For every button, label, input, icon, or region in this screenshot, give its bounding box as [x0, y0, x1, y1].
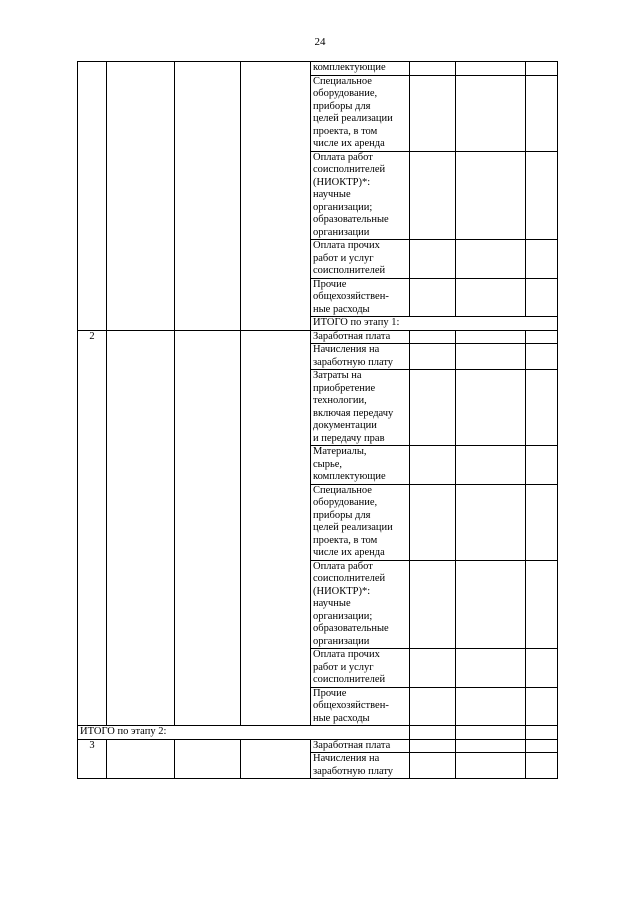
expense-item: Специальное оборудование, приборы для целей реализации проекта, в том числе их аренда	[311, 75, 410, 151]
expense-item: Прочие общехозяйствен- ные расходы	[311, 278, 410, 317]
expense-item: Заработная плата	[311, 330, 410, 344]
stage-number: 2	[78, 330, 107, 726]
total-label: ИТОГО по этапу 2:	[78, 726, 410, 740]
expense-item: Прочие общехозяйствен- ные расходы	[311, 687, 410, 726]
expense-item: Оплата прочих работ и услуг соисполнителей	[311, 649, 410, 688]
expense-item: Оплата работ соисполнителей (НИОКТР)*: научные организации; образовательные организации	[311, 560, 410, 649]
table-row	[78, 62, 558, 76]
expense-item: Заработная плата	[311, 739, 410, 753]
expense-item: Начисления на заработную плату	[311, 753, 410, 779]
total-row	[78, 726, 558, 740]
expense-item: комплектующие	[311, 62, 410, 76]
expense-item: Затраты на приобретение технологии, включая передачу документации и передачу прав	[311, 370, 410, 446]
expense-item: Специальное оборудование, приборы для целей реализации проекта, в том числе их аренда	[311, 484, 410, 560]
expense-item: Оплата прочих работ и услуг соисполнителей	[311, 240, 410, 279]
stage-number: 3	[78, 739, 107, 779]
expense-item: Оплата работ соисполнителей (НИОКТР)*: научные организации; образовательные организации	[311, 151, 410, 240]
total-label: ИТОГО по этапу 1:	[311, 317, 558, 331]
table-row	[78, 739, 558, 753]
expense-item: Начисления на заработную плату	[311, 344, 410, 370]
table-row	[78, 330, 558, 344]
page-number: 24	[314, 36, 326, 48]
expense-item: Материалы, сырье, комплектующие	[311, 446, 410, 485]
budget-table	[77, 61, 558, 779]
